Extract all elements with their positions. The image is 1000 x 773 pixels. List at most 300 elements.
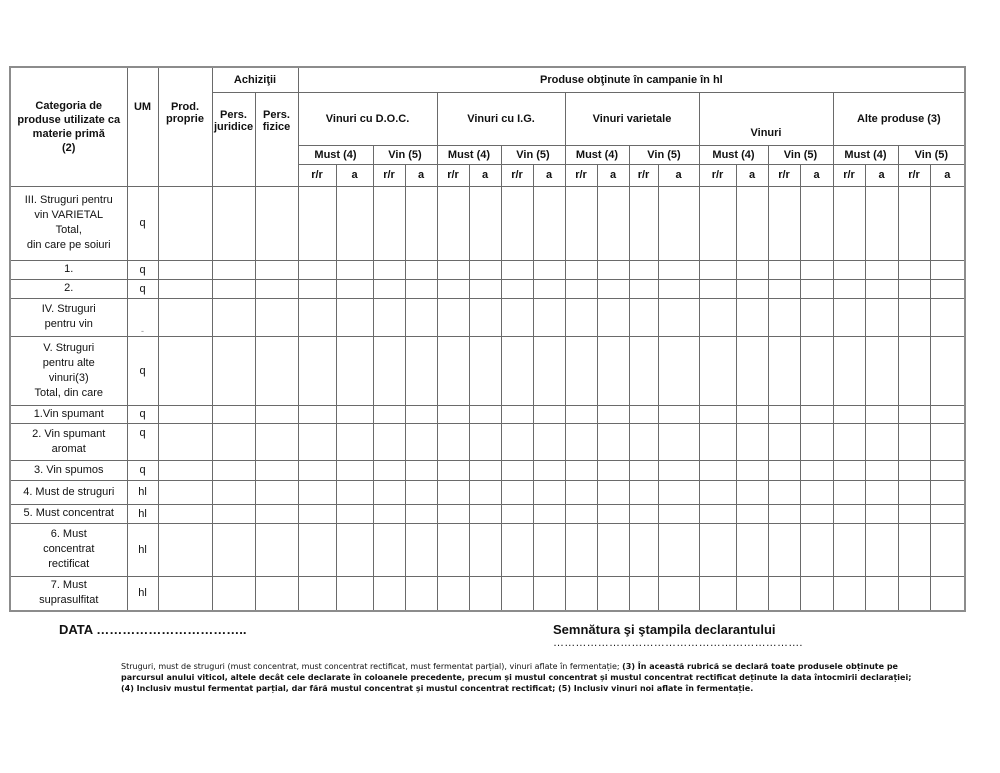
input-cell[interactable]	[597, 460, 629, 480]
input-cell[interactable]	[212, 460, 255, 480]
input-cell[interactable]	[255, 523, 298, 576]
input-cell[interactable]	[533, 186, 565, 260]
input-cell[interactable]	[336, 405, 373, 423]
input-cell[interactable]	[437, 186, 469, 260]
input-cell[interactable]	[336, 460, 373, 480]
input-cell[interactable]	[898, 480, 930, 504]
input-cell[interactable]	[768, 576, 800, 611]
input-cell[interactable]	[898, 423, 930, 460]
input-cell[interactable]	[501, 504, 533, 523]
text-line: 5. Must concentrat	[23, 507, 114, 519]
input-cell[interactable]	[405, 504, 437, 523]
input-cell[interactable]	[629, 576, 658, 611]
input-cell[interactable]	[736, 523, 768, 576]
input-cell[interactable]	[255, 260, 298, 279]
input-cell[interactable]	[405, 423, 437, 460]
input-cell[interactable]	[597, 423, 629, 460]
input-cell[interactable]	[533, 279, 565, 298]
input-cell[interactable]	[533, 298, 565, 336]
input-cell[interactable]	[833, 480, 865, 504]
input-cell[interactable]	[373, 423, 405, 460]
input-cell[interactable]	[930, 405, 965, 423]
input-cell[interactable]	[255, 336, 298, 405]
input-cell[interactable]	[565, 260, 597, 279]
input-cell[interactable]	[658, 186, 699, 260]
input-cell[interactable]	[629, 279, 658, 298]
input-cell[interactable]	[736, 336, 768, 405]
input-cell[interactable]	[501, 186, 533, 260]
input-cell[interactable]	[405, 298, 437, 336]
input-cell[interactable]	[800, 186, 833, 260]
input-cell[interactable]	[736, 480, 768, 504]
input-cell[interactable]	[768, 480, 800, 504]
footnote-general: Struguri, must de struguri (must concentrat, must concentrat rectificat, must fermentat parțial), vinuri aflate în fermentație;	[121, 662, 623, 671]
row-um: q	[127, 423, 158, 460]
input-cell[interactable]	[565, 523, 597, 576]
input-cell[interactable]	[298, 279, 336, 298]
input-cell[interactable]	[736, 576, 768, 611]
input-cell[interactable]	[298, 298, 336, 336]
input-cell[interactable]	[469, 298, 501, 336]
input-cell[interactable]	[865, 186, 898, 260]
input-cell[interactable]	[800, 576, 833, 611]
input-cell[interactable]	[898, 336, 930, 405]
input-cell[interactable]	[437, 298, 469, 336]
input-cell[interactable]	[930, 523, 965, 576]
text-line: vinuri(3)	[48, 371, 89, 384]
input-cell[interactable]	[298, 336, 336, 405]
input-cell[interactable]	[501, 576, 533, 611]
header-a: a	[930, 164, 965, 186]
input-cell[interactable]	[501, 460, 533, 480]
header-rr: r/r	[629, 164, 658, 186]
input-cell[interactable]	[629, 523, 658, 576]
input-cell[interactable]	[865, 298, 898, 336]
input-cell[interactable]	[768, 405, 800, 423]
input-cell[interactable]	[298, 423, 336, 460]
input-cell[interactable]	[298, 504, 336, 523]
input-cell[interactable]	[865, 279, 898, 298]
input-cell[interactable]	[255, 423, 298, 460]
input-cell[interactable]	[533, 480, 565, 504]
input-cell[interactable]	[699, 423, 736, 460]
input-cell[interactable]	[501, 260, 533, 279]
input-cell[interactable]	[405, 480, 437, 504]
input-cell[interactable]	[336, 260, 373, 279]
input-cell[interactable]	[405, 523, 437, 576]
input-cell[interactable]	[469, 480, 501, 504]
input-cell[interactable]	[930, 460, 965, 480]
input-cell[interactable]	[699, 298, 736, 336]
input-cell[interactable]	[469, 279, 501, 298]
input-cell[interactable]	[565, 336, 597, 405]
input-cell[interactable]	[469, 423, 501, 460]
input-cell[interactable]	[658, 504, 699, 523]
input-cell[interactable]	[373, 523, 405, 576]
input-cell[interactable]	[565, 504, 597, 523]
input-cell[interactable]	[658, 260, 699, 279]
input-cell[interactable]	[437, 279, 469, 298]
input-cell[interactable]	[405, 405, 437, 423]
input-cell[interactable]	[437, 405, 469, 423]
input-cell[interactable]	[597, 576, 629, 611]
input-cell[interactable]	[255, 480, 298, 504]
input-cell[interactable]	[405, 279, 437, 298]
input-cell[interactable]	[437, 423, 469, 460]
input-cell[interactable]	[501, 423, 533, 460]
text-line: 2. Vin spumant	[32, 427, 106, 440]
input-cell[interactable]	[565, 460, 597, 480]
input-cell[interactable]	[373, 460, 405, 480]
input-cell[interactable]	[298, 480, 336, 504]
input-cell[interactable]	[930, 480, 965, 504]
input-cell[interactable]	[405, 260, 437, 279]
input-cell[interactable]	[699, 523, 736, 576]
input-cell[interactable]	[865, 576, 898, 611]
row-um: hl	[127, 504, 158, 523]
input-cell[interactable]	[469, 460, 501, 480]
input-cell[interactable]	[898, 279, 930, 298]
text-line: Pers.	[220, 108, 247, 121]
input-cell[interactable]	[212, 576, 255, 611]
input-cell[interactable]	[255, 279, 298, 298]
input-cell[interactable]	[833, 260, 865, 279]
input-cell[interactable]	[255, 298, 298, 336]
input-cell[interactable]	[930, 504, 965, 523]
input-cell[interactable]	[501, 279, 533, 298]
input-cell[interactable]	[212, 186, 255, 260]
input-cell[interactable]	[336, 186, 373, 260]
input-cell[interactable]	[212, 523, 255, 576]
input-cell[interactable]	[255, 186, 298, 260]
input-cell[interactable]	[699, 336, 736, 405]
input-cell[interactable]	[336, 279, 373, 298]
input-cell[interactable]	[833, 523, 865, 576]
input-cell[interactable]	[597, 405, 629, 423]
input-cell[interactable]	[373, 480, 405, 504]
input-cell[interactable]	[533, 260, 565, 279]
input-cell[interactable]	[800, 405, 833, 423]
input-cell[interactable]	[768, 298, 800, 336]
input-cell[interactable]	[658, 423, 699, 460]
input-cell[interactable]	[736, 260, 768, 279]
input-cell[interactable]	[930, 186, 965, 260]
input-cell[interactable]	[597, 480, 629, 504]
input-cell[interactable]	[212, 279, 255, 298]
input-cell[interactable]	[437, 480, 469, 504]
input-cell[interactable]	[565, 186, 597, 260]
input-cell[interactable]	[298, 576, 336, 611]
input-cell[interactable]	[336, 423, 373, 460]
input-cell[interactable]	[629, 423, 658, 460]
input-cell[interactable]	[930, 298, 965, 336]
input-cell[interactable]	[437, 260, 469, 279]
input-cell[interactable]	[158, 480, 212, 504]
input-cell[interactable]	[768, 336, 800, 405]
input-cell[interactable]	[373, 298, 405, 336]
input-cell[interactable]	[898, 186, 930, 260]
input-cell[interactable]	[898, 576, 930, 611]
input-cell[interactable]	[800, 523, 833, 576]
input-cell[interactable]	[865, 523, 898, 576]
input-cell[interactable]	[212, 480, 255, 504]
input-cell[interactable]	[336, 523, 373, 576]
input-cell[interactable]	[469, 260, 501, 279]
text-line: produse utilizate ca	[17, 113, 121, 126]
input-cell[interactable]	[898, 460, 930, 480]
row-category	[10, 460, 127, 480]
input-cell[interactable]	[833, 279, 865, 298]
input-cell[interactable]	[373, 186, 405, 260]
input-cell[interactable]	[736, 279, 768, 298]
input-cell[interactable]	[865, 460, 898, 480]
input-cell[interactable]	[158, 405, 212, 423]
input-cell[interactable]	[800, 298, 833, 336]
input-cell[interactable]	[212, 336, 255, 405]
input-cell[interactable]	[336, 298, 373, 336]
input-cell[interactable]	[336, 504, 373, 523]
input-cell[interactable]	[658, 523, 699, 576]
header-um: UM	[127, 67, 158, 186]
input-cell[interactable]	[469, 523, 501, 576]
input-cell[interactable]	[658, 336, 699, 405]
input-cell[interactable]	[800, 336, 833, 405]
input-cell[interactable]	[298, 460, 336, 480]
input-cell[interactable]	[469, 186, 501, 260]
input-cell[interactable]	[833, 405, 865, 423]
input-cell[interactable]	[736, 460, 768, 480]
input-cell[interactable]	[930, 260, 965, 279]
input-cell[interactable]	[833, 460, 865, 480]
input-cell[interactable]	[800, 423, 833, 460]
input-cell[interactable]	[336, 336, 373, 405]
input-cell[interactable]	[629, 336, 658, 405]
input-cell[interactable]	[658, 576, 699, 611]
input-cell[interactable]	[469, 336, 501, 405]
input-cell[interactable]	[373, 279, 405, 298]
input-cell[interactable]	[501, 480, 533, 504]
signature-field[interactable]: ………………………………………………………….	[553, 637, 803, 649]
input-cell[interactable]	[898, 298, 930, 336]
input-cell[interactable]	[437, 523, 469, 576]
input-cell[interactable]	[898, 260, 930, 279]
input-cell[interactable]	[629, 298, 658, 336]
input-cell[interactable]	[469, 504, 501, 523]
input-cell[interactable]	[800, 260, 833, 279]
header-a: a	[597, 164, 629, 186]
input-cell[interactable]	[768, 260, 800, 279]
input-cell[interactable]	[629, 460, 658, 480]
input-cell[interactable]	[565, 423, 597, 460]
header-group: Vinuri varietale	[565, 92, 699, 145]
input-cell[interactable]	[865, 405, 898, 423]
input-cell[interactable]	[158, 260, 212, 279]
input-cell[interactable]	[158, 279, 212, 298]
input-cell[interactable]	[699, 279, 736, 298]
header-a: a	[533, 164, 565, 186]
input-cell[interactable]	[158, 460, 212, 480]
input-cell[interactable]	[158, 186, 212, 260]
header-category	[10, 67, 127, 186]
input-cell[interactable]	[629, 260, 658, 279]
input-cell[interactable]	[930, 279, 965, 298]
input-cell[interactable]	[699, 504, 736, 523]
input-cell[interactable]	[865, 336, 898, 405]
input-cell[interactable]	[158, 576, 212, 611]
input-cell[interactable]	[501, 336, 533, 405]
input-cell[interactable]	[501, 405, 533, 423]
input-cell[interactable]	[865, 260, 898, 279]
input-cell[interactable]	[405, 460, 437, 480]
input-cell[interactable]	[768, 186, 800, 260]
input-cell[interactable]	[597, 279, 629, 298]
input-cell[interactable]	[597, 336, 629, 405]
input-cell[interactable]	[865, 480, 898, 504]
input-cell[interactable]	[597, 260, 629, 279]
input-cell[interactable]	[565, 576, 597, 611]
input-cell[interactable]	[597, 186, 629, 260]
input-cell[interactable]	[865, 423, 898, 460]
input-cell[interactable]	[533, 576, 565, 611]
input-cell[interactable]	[658, 279, 699, 298]
input-cell[interactable]	[699, 260, 736, 279]
input-cell[interactable]	[565, 405, 597, 423]
input-cell[interactable]	[373, 504, 405, 523]
input-cell[interactable]	[336, 480, 373, 504]
row-um: q	[127, 405, 158, 423]
input-cell[interactable]	[833, 336, 865, 405]
input-cell[interactable]	[158, 523, 212, 576]
input-cell[interactable]	[736, 405, 768, 423]
input-cell[interactable]	[800, 504, 833, 523]
input-cell[interactable]	[298, 523, 336, 576]
input-cell[interactable]	[373, 260, 405, 279]
input-cell[interactable]	[501, 298, 533, 336]
input-cell[interactable]	[658, 480, 699, 504]
input-cell[interactable]	[768, 523, 800, 576]
input-cell[interactable]	[501, 523, 533, 576]
header-achizitii: Achiziţii	[212, 67, 298, 92]
input-cell[interactable]	[405, 336, 437, 405]
input-cell[interactable]	[699, 576, 736, 611]
input-cell[interactable]	[833, 576, 865, 611]
input-cell[interactable]	[158, 336, 212, 405]
input-cell[interactable]	[212, 405, 255, 423]
input-cell[interactable]	[469, 405, 501, 423]
text-line: IV. Struguri	[41, 303, 96, 315]
input-cell[interactable]	[833, 298, 865, 336]
input-cell[interactable]	[699, 480, 736, 504]
input-cell[interactable]	[597, 523, 629, 576]
input-cell[interactable]	[629, 504, 658, 523]
input-cell[interactable]	[437, 576, 469, 611]
input-cell[interactable]	[658, 405, 699, 423]
input-cell[interactable]	[533, 423, 565, 460]
input-cell[interactable]	[768, 460, 800, 480]
input-cell[interactable]	[930, 576, 965, 611]
input-cell[interactable]	[405, 576, 437, 611]
date-field[interactable]: DATA ……………………………..	[59, 622, 247, 637]
input-cell[interactable]	[736, 186, 768, 260]
input-cell[interactable]	[533, 405, 565, 423]
input-cell[interactable]	[298, 260, 336, 279]
input-cell[interactable]	[565, 298, 597, 336]
input-cell[interactable]	[736, 298, 768, 336]
input-cell[interactable]	[658, 460, 699, 480]
input-cell[interactable]	[768, 423, 800, 460]
input-cell[interactable]	[255, 405, 298, 423]
input-cell[interactable]	[212, 423, 255, 460]
input-cell[interactable]	[768, 504, 800, 523]
input-cell[interactable]	[699, 186, 736, 260]
input-cell[interactable]	[629, 405, 658, 423]
input-cell[interactable]	[800, 460, 833, 480]
input-cell[interactable]	[800, 279, 833, 298]
input-cell[interactable]	[629, 186, 658, 260]
input-cell[interactable]	[437, 336, 469, 405]
input-cell[interactable]	[298, 405, 336, 423]
input-cell[interactable]	[469, 576, 501, 611]
input-cell[interactable]	[768, 279, 800, 298]
input-cell[interactable]	[898, 523, 930, 576]
input-cell[interactable]	[212, 260, 255, 279]
input-cell[interactable]	[898, 504, 930, 523]
input-cell[interactable]	[437, 504, 469, 523]
input-cell[interactable]	[373, 405, 405, 423]
input-cell[interactable]	[898, 405, 930, 423]
input-cell[interactable]	[437, 460, 469, 480]
text-line: 6. Must	[50, 528, 87, 540]
input-cell[interactable]	[158, 504, 212, 523]
input-cell[interactable]	[298, 186, 336, 260]
input-cell[interactable]	[865, 504, 898, 523]
input-cell[interactable]	[158, 423, 212, 460]
input-cell[interactable]	[373, 576, 405, 611]
input-cell[interactable]	[930, 336, 965, 405]
input-cell[interactable]	[800, 480, 833, 504]
input-cell[interactable]	[158, 298, 212, 336]
input-cell[interactable]	[629, 480, 658, 504]
input-cell[interactable]	[255, 504, 298, 523]
input-cell[interactable]	[373, 336, 405, 405]
input-cell[interactable]	[699, 405, 736, 423]
input-cell[interactable]	[699, 460, 736, 480]
input-cell[interactable]	[597, 504, 629, 523]
input-cell[interactable]	[533, 504, 565, 523]
input-cell[interactable]	[736, 504, 768, 523]
input-cell[interactable]	[255, 576, 298, 611]
input-cell[interactable]	[597, 298, 629, 336]
input-cell[interactable]	[833, 423, 865, 460]
input-cell[interactable]	[405, 186, 437, 260]
input-cell[interactable]	[736, 423, 768, 460]
input-cell[interactable]	[533, 460, 565, 480]
input-cell[interactable]	[833, 186, 865, 260]
input-cell[interactable]	[930, 423, 965, 460]
input-cell[interactable]	[833, 504, 865, 523]
input-cell[interactable]	[212, 504, 255, 523]
input-cell[interactable]	[255, 460, 298, 480]
input-cell[interactable]	[565, 279, 597, 298]
input-cell[interactable]	[658, 298, 699, 336]
header-rr: r/r	[298, 164, 336, 186]
input-cell[interactable]	[565, 480, 597, 504]
input-cell[interactable]	[533, 336, 565, 405]
input-cell[interactable]	[336, 576, 373, 611]
input-cell[interactable]	[533, 523, 565, 576]
text-line-small: din care	[63, 386, 103, 399]
input-cell[interactable]	[212, 298, 255, 336]
